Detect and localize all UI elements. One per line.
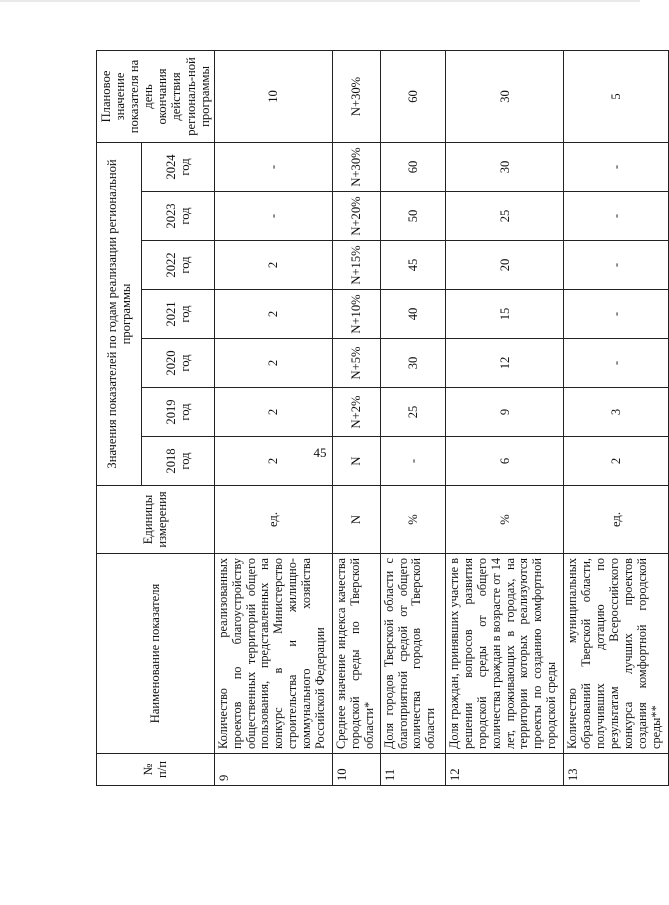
header-year: 2024 год (141, 142, 214, 191)
year-value: N+2% (333, 388, 381, 437)
table-row (380, 50, 445, 785)
row-number: 12 (445, 754, 563, 786)
unit-cell: ед. (564, 486, 668, 554)
year-value: 2 (214, 290, 332, 339)
year-value: - (380, 437, 445, 486)
header-year: 2021 год (141, 290, 214, 339)
year-value: 60 (380, 142, 445, 191)
planned-value: 30 (445, 50, 563, 142)
year-value: 40 (380, 290, 445, 339)
planned-value: 5 (564, 50, 668, 142)
header-unit: Единицы измерения (97, 486, 215, 554)
header-years-group: Значения показателей по годам реализации региональной программы (97, 142, 142, 485)
year-value: - (564, 339, 668, 388)
table-row (333, 50, 381, 785)
indicator-name: Доля городов Тверской области с благоприятной средой от общего количества городов Тверской области (380, 554, 445, 754)
row-number: 13 (564, 754, 668, 786)
row-number: 9 (214, 754, 332, 786)
year-value: 6 (445, 437, 563, 486)
unit-cell: ед. (214, 486, 332, 554)
year-value: 2 (214, 437, 332, 486)
year-value: N+30% (333, 142, 381, 191)
year-value: N+15% (333, 241, 381, 290)
year-value: - (564, 192, 668, 241)
year-value: 20 (445, 241, 563, 290)
scan-top-edge (0, 0, 640, 2)
year-value: - (214, 192, 332, 241)
year-value: 12 (445, 339, 563, 388)
year-value: 45 (380, 241, 445, 290)
year-value: N+20% (333, 192, 381, 241)
indicator-name: Доля граждан, принявших участие в решении вопросов развития городской среды от общего количества граждан в возрасте от 14 лет, проживающих в городах, на территории которых реализуются проекты по созданию комфортной городской среды (445, 554, 563, 754)
unit-cell: N (333, 486, 381, 554)
year-value: 2 (214, 388, 332, 437)
planned-value: N+30% (333, 50, 381, 142)
page-number: 45 (313, 445, 327, 460)
row-number: 10 (333, 754, 381, 786)
table-row (564, 50, 668, 785)
year-value: 30 (445, 142, 563, 191)
header-year: 2018 год (141, 437, 214, 486)
year-value: - (214, 142, 332, 191)
year-value: - (564, 290, 668, 339)
year-value: N+10% (333, 290, 381, 339)
year-value: - (564, 142, 668, 191)
planned-value: 10 (214, 50, 332, 142)
year-value: 2 (214, 339, 332, 388)
table-row (445, 50, 563, 785)
year-value: 15 (445, 290, 563, 339)
year-value: 25 (380, 388, 445, 437)
planned-value: 60 (380, 50, 445, 142)
year-value: 30 (380, 339, 445, 388)
indicator-name: Среднее значение индекса качества городской среды по Тверской области* (333, 554, 381, 754)
row-number: 11 (380, 754, 445, 786)
year-value: 3 (564, 388, 668, 437)
table-row (214, 50, 332, 785)
unit-cell: % (445, 486, 563, 554)
year-value: - (564, 241, 668, 290)
indicator-name: Количество реализованных проектов по благоустройству общественных территорий общего пользования, представленных на конкурс в Министерство строительства и жилищно-коммунального хозяйства Российской Федерации (214, 554, 332, 754)
header-year: 2022 год (141, 241, 214, 290)
unit-cell: % (380, 486, 445, 554)
year-value: 2 (564, 437, 668, 486)
rotated-table-wrapper (96, 51, 663, 786)
header-planned: Плановое значение показателя на день окончания действия региональ-ной программы (97, 50, 215, 142)
year-value: N+5% (333, 339, 381, 388)
header-year: 2019 год (141, 388, 214, 437)
year-value: 2 (214, 241, 332, 290)
header-year: 2023 год (141, 192, 214, 241)
year-value: 25 (445, 192, 563, 241)
header-name: Наименование показателя (97, 554, 215, 754)
year-value: 9 (445, 388, 563, 437)
year-value: N (333, 437, 381, 486)
indicators-table (96, 50, 669, 786)
header-year: 2020 год (141, 339, 214, 388)
indicator-name: Количество муниципальных образований Тверской области, получивших дотацию по результатам Всероссийского конкурса лучших проектов создания комфортной городской среды** (564, 554, 668, 754)
header-num: № п/п (97, 754, 215, 786)
year-value: 50 (380, 192, 445, 241)
